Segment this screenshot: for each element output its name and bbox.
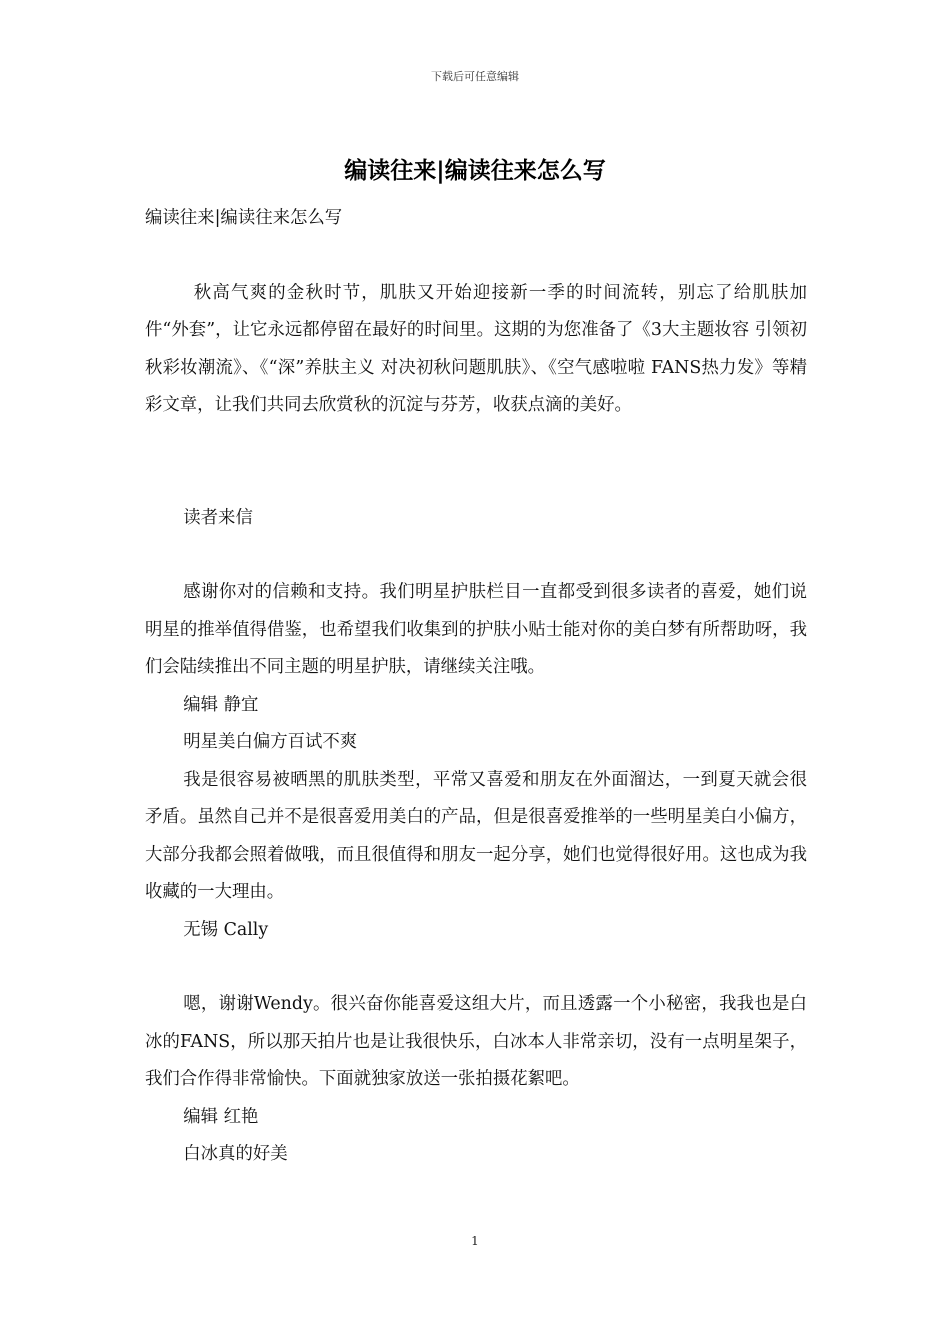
section-heading: 读者来信 (183, 507, 253, 528)
reply-paragraph-1: 感谢你对的信赖和支持。我们明星护肤栏目一直都受到很多读者的喜爱，她们说明星的推举值得借鉴，也希望我们收集到的护肤小贴士能对你的美白梦有所帮助呀，我们会陆续推出不同主题的明星护肤，请继续关注哦。 (145, 582, 807, 677)
letter-body: 我是很容易被晒黑的肌肤类型，平常又喜爱和朋友在外面溜达，一到夏天就会很矛盾。虽然自己并不是很喜爱用美白的产品，但是很喜爱推举的一些明星美白小偏方，大部分我都会照着做哦，而且很值得和朋友一起分享，她们也觉得很好用。这也成为我收藏的一大理由。 (145, 769, 807, 902)
document-title: 编读往来|编读往来怎么写 (344, 158, 606, 184)
editor-credit-1: 编辑 静宜 (183, 694, 259, 715)
reply-paragraph-2: 嗯，谢谢Wendy。很兴奋你能喜爱这组大片，而且透露一个小秘密，我我也是白冰的FANS，所以那天拍片也是让我很快乐，白冰本人非常亲切，没有一点明星架子，我们合作得非常愉快。下面就独家放送一张拍摄花絮吧。 (145, 994, 807, 1089)
page-number: 1 (471, 1234, 479, 1248)
intro-paragraph: 秋高气爽的金秋时节，肌肤又开始迎接新一季的时间流转，别忘了给肌肤加件“外套”，让它永远都停留在最好的时间里。这期的为您准备了《3大主题妆容 引领初秋彩妆潮流》、《“深”养肤主义 对决初秋问题肌肤》、《空气感啦啦 FANS热力发》等精彩文章，让我们共同去欣赏秋的沉淀与芬芳，收获点滴的美好。 (145, 282, 807, 415)
document-subtitle: 编读往来|编读往来怎么写 (145, 208, 343, 228)
closing-line: 白冰真的好美 (183, 1144, 288, 1164)
document-body (145, 200, 807, 1174)
letter-title: 明星美白偏方百试不爽 (183, 732, 358, 752)
page-header-note: 下载后可任意编辑 (431, 70, 519, 83)
letter-signature: 无锡 Cally (183, 919, 269, 940)
editor-credit-2: 编辑 红艳 (183, 1106, 259, 1127)
